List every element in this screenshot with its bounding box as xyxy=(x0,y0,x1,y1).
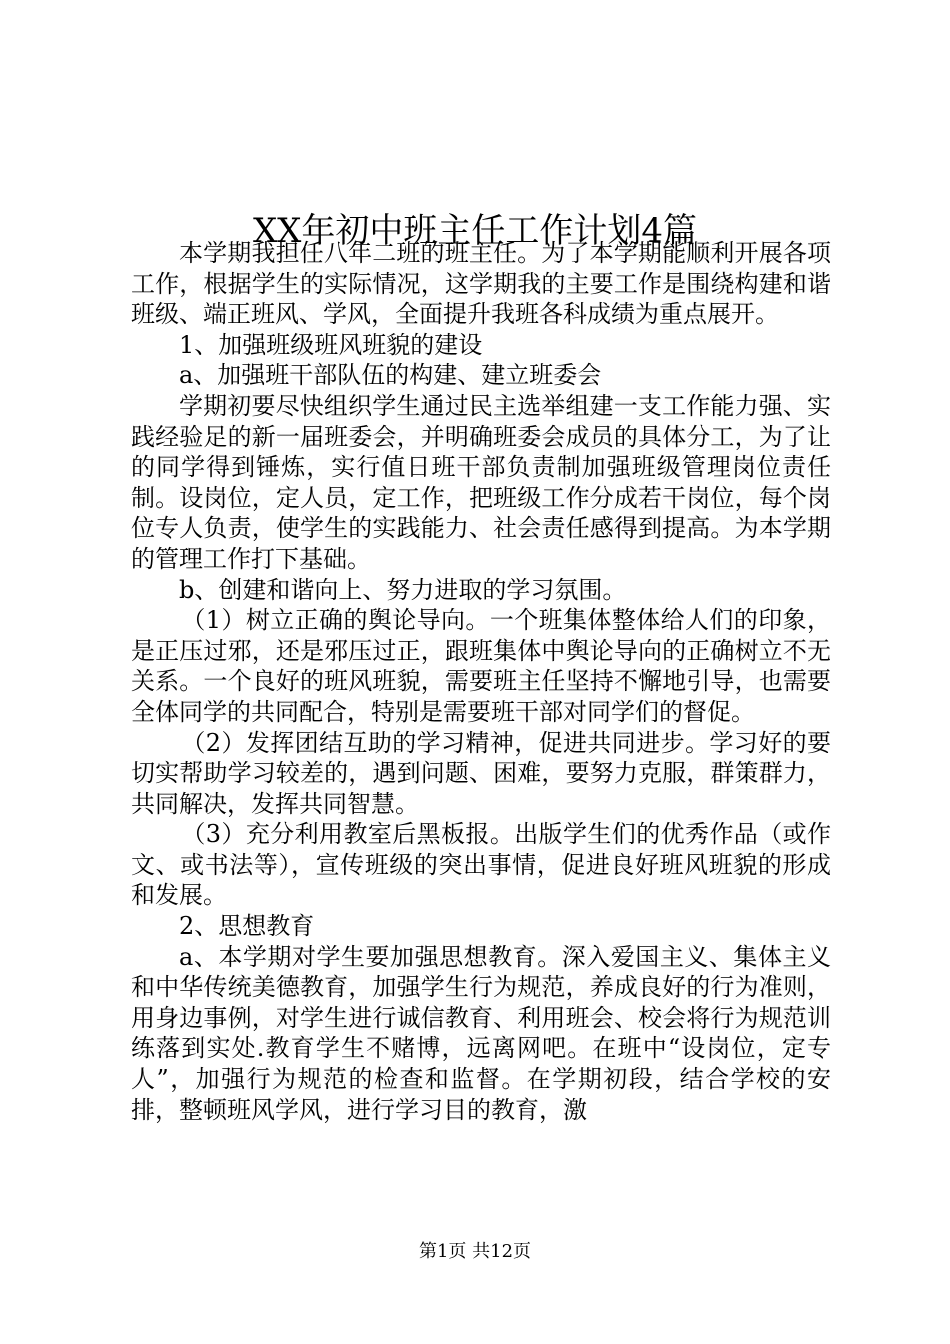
subheading-b: b、创建和谐向上、努力进取的学习氛围。 xyxy=(179,575,627,604)
page-footer: 第1页 共12页 xyxy=(418,1241,532,1262)
paragraph-item-3: （3）充分利用教室后黑板报。出版学生们的优秀作品（或作文、或书法等），宣传班级的突出事情，促进良好班风班貌的形成和发展。 xyxy=(131,820,831,910)
section-heading-1: 1、加强班级班风班貌的建设 xyxy=(179,330,483,359)
paragraph-class-committee: 学期初要尽快组织学生通过民主选举组建一支工作能力强、实践经验足的新一届班委会，并明确班委会成员的具体分工，为了让的同学得到锤炼，实行值日班干部负责制加强班级管理岗位责任制。设岗位，定人员，定工作，把班级工作分成若干岗位，每个岗位专人负责，使学生的实践能力、社会责任感得到提高。为本学期的管理工作打下基础。 xyxy=(131,391,831,573)
document-title: XX年初中班主任工作计划4篇 xyxy=(252,210,698,251)
paragraph-item-1: （1）树立正确的舆论导向。一个班集体整体给人们的印象，是正压过邪，还是邪压过正，跟班集体中舆论导向的正确树立不无关系。一个良好的班风班貌，需要班主任坚持不懈地引导，也需要全体同学的共同配合，特别是需要班干部对同学们的督促。 xyxy=(131,606,831,726)
paragraph-thought-education: a、本学期对学生要加强思想教育。深入爱国主义、集体主义和中华传统美德教育，加强学生行为规范，养成良好的行为准则，用身边事例，对学生进行诚信教育、利用班会、校会将行为规范训练落到实处.教育学生不赌博，远离网吧。在班中“设岗位，定专人”，加强行为规范的检查和监督。在学期初段，结合学校的安排，整顿班风学风，进行学习目的教育，激 xyxy=(131,942,831,1124)
section-heading-2: 2、思想教育 xyxy=(179,912,315,941)
paragraph-intro: 本学期我担任八年二班的班主任。为了本学期能顺利开展各项工作，根据学生的实际情况，这学期我的主要工作是围绕构建和谐班级、端正班风、学风，全面提升我班各科成绩为重点展开。 xyxy=(131,239,831,329)
document-body xyxy=(131,238,831,1125)
subheading-a: a、加强班干部队伍的构建、建立班委会 xyxy=(179,361,602,390)
paragraph-item-2: （2）发挥团结互助的学习精神，促进共同进步。学习好的要切实帮助学习较差的，遇到问题、困难，要努力克服，群策群力，共同解决，发挥共同智慧。 xyxy=(131,728,831,818)
